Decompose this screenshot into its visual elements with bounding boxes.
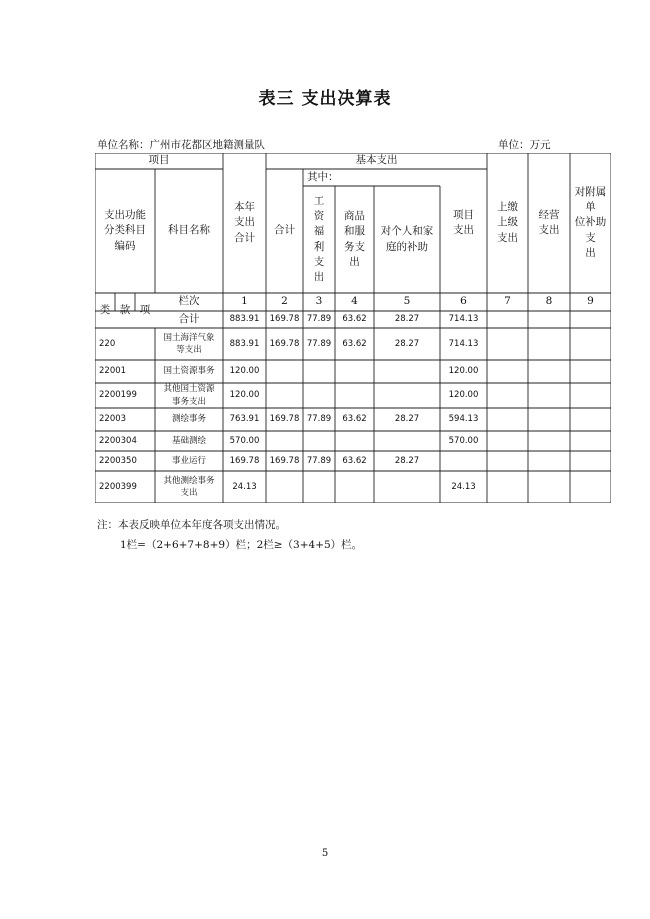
row-value (487, 383, 528, 408)
note-line-1: 注：本表反映单位本年度各项支出情况。 (97, 519, 286, 531)
unit-label: 单位：万元 (498, 139, 551, 151)
row-value (570, 431, 611, 451)
page-title: 表三 支出决算表 (258, 89, 392, 109)
row-value (374, 360, 440, 383)
row-value (374, 471, 440, 503)
row-value (528, 431, 570, 451)
total-cell (487, 311, 528, 328)
column-number: 3 (315, 295, 323, 308)
header-lanci: 栏次 (178, 295, 200, 308)
row-value: 120.00 (229, 390, 260, 401)
row-value (303, 383, 335, 408)
row-value: 120.00 (448, 366, 479, 377)
header-lei: 类 (99, 303, 111, 316)
row-value (570, 360, 611, 383)
row-value (528, 383, 570, 408)
row-code: 22001 (99, 366, 127, 377)
row-value: 24.13 (232, 481, 257, 492)
row-value (487, 360, 528, 383)
row-value (266, 360, 303, 383)
row-code: 2200304 (99, 435, 137, 446)
total-cell: 63.62 (342, 314, 367, 325)
header-personal-subsidy: 对个人和家 庭的补助 (380, 225, 434, 253)
row-value (266, 431, 303, 451)
header-total: 合计 (274, 224, 295, 237)
column-number: 8 (545, 295, 553, 308)
header-xiangmu: 项目 (148, 154, 170, 167)
row-value (570, 383, 611, 408)
column-number: 2 (281, 295, 288, 308)
header-heji: 合计 (178, 312, 200, 325)
row-value (335, 431, 374, 451)
row-value (303, 471, 335, 503)
row-value: 77.89 (306, 338, 332, 349)
row-value (570, 471, 611, 503)
row-value: 63.62 (342, 414, 367, 425)
row-value (487, 471, 528, 503)
row-value: 77.89 (306, 414, 332, 425)
total-cell: 883.91 (229, 314, 260, 325)
row-value (487, 408, 528, 431)
header-project: 项目 支出 (453, 208, 474, 236)
row-value (570, 451, 611, 471)
row-value: 120.00 (448, 390, 479, 401)
row-value (335, 471, 374, 503)
row-value (487, 431, 528, 451)
row-value: 28.27 (394, 414, 420, 425)
expenditure-table (95, 153, 611, 503)
header-business: 经营 支出 (538, 208, 560, 236)
total-cell: 28.27 (394, 314, 420, 325)
header-affiliate-subsidy: 对附属单 位补助支 出 (574, 185, 607, 259)
row-value: 570.00 (229, 435, 260, 446)
row-code: 2200350 (99, 455, 137, 466)
row-value (528, 360, 570, 383)
row-value: 24.13 (451, 481, 476, 492)
total-cell (570, 311, 611, 328)
header-welfare: 工 资 福 利 支 出 (313, 194, 325, 283)
row-value (374, 431, 440, 451)
row-value (440, 451, 487, 471)
column-number: 5 (403, 295, 411, 308)
row-code: 22003 (99, 414, 127, 425)
header-xiang: 项 (139, 303, 151, 316)
row-value (303, 431, 335, 451)
row-value: 28.27 (394, 455, 420, 466)
column-number: 1 (241, 295, 248, 308)
row-value: 169.78 (229, 455, 260, 466)
row-value (487, 328, 528, 360)
row-value (528, 328, 570, 360)
row-value (335, 360, 374, 383)
row-subject-name: 测绘事务 (171, 414, 206, 425)
row-value: 77.89 (306, 455, 332, 466)
row-value: 169.78 (269, 338, 300, 349)
row-value: 63.62 (342, 338, 367, 349)
row-code: 220 (99, 338, 116, 349)
total-cell: 714.13 (448, 314, 479, 325)
row-value (528, 471, 570, 503)
header-upper-level: 上缴 上级 支出 (497, 201, 518, 244)
header-goods-services: 商品 和服 务支 出 (344, 210, 365, 268)
header-function-code: 支出功能 分类科目 编码 (104, 209, 146, 252)
row-value: 763.91 (229, 414, 260, 425)
total-cell: 77.89 (306, 314, 332, 325)
row-value: 883.91 (229, 338, 260, 349)
total-cell: 169.78 (269, 314, 300, 325)
row-value: 714.13 (448, 338, 479, 349)
row-value (528, 451, 570, 471)
note-line-2: 1栏=（2+6+7+8+9）栏；2栏≥（3+4+5）栏。 (120, 539, 363, 551)
row-value: 169.78 (269, 414, 300, 425)
row-subject-name: 其他测绘事务 支出 (163, 475, 215, 498)
header-annual-total: 本年 支出 合计 (234, 201, 255, 244)
row-value (266, 383, 303, 408)
page-number: 5 (321, 848, 329, 859)
row-value: 63.62 (342, 455, 367, 466)
row-subject-name: 国土资源事务 (163, 366, 215, 377)
header-kuan: 款 (119, 303, 131, 316)
total-cell (528, 311, 570, 328)
column-number: 9 (587, 295, 594, 308)
row-value (570, 328, 611, 360)
row-value: 120.00 (229, 366, 260, 377)
header-subject-name: 科目名称 (168, 224, 210, 237)
column-number: 4 (351, 295, 358, 308)
column-number: 7 (504, 295, 511, 308)
row-code: 2200199 (99, 390, 137, 401)
header-basic-expenditure: 基本支出 (355, 154, 398, 167)
row-value (266, 471, 303, 503)
header-qizhong: 其中： (307, 170, 339, 183)
row-subject-name: 基础测绘 (171, 435, 206, 446)
row-value (335, 383, 374, 408)
row-subject-name: 其他国土资源 事务支出 (163, 384, 215, 407)
row-value (303, 360, 335, 383)
row-value: 594.13 (448, 414, 479, 425)
column-number: 6 (460, 295, 467, 308)
row-value: 570.00 (448, 435, 479, 446)
row-subject-name: 国土海洋气象 等支出 (163, 332, 215, 355)
row-value (570, 408, 611, 431)
row-value (374, 383, 440, 408)
row-value (487, 451, 528, 471)
row-code: 2200399 (99, 481, 137, 492)
row-subject-name: 事业运行 (171, 455, 206, 466)
row-value (528, 408, 570, 431)
unit-name: 单位名称：广州市花都区地籍测量队 (97, 139, 265, 151)
row-value: 169.78 (269, 455, 300, 466)
row-value: 28.27 (394, 338, 420, 349)
